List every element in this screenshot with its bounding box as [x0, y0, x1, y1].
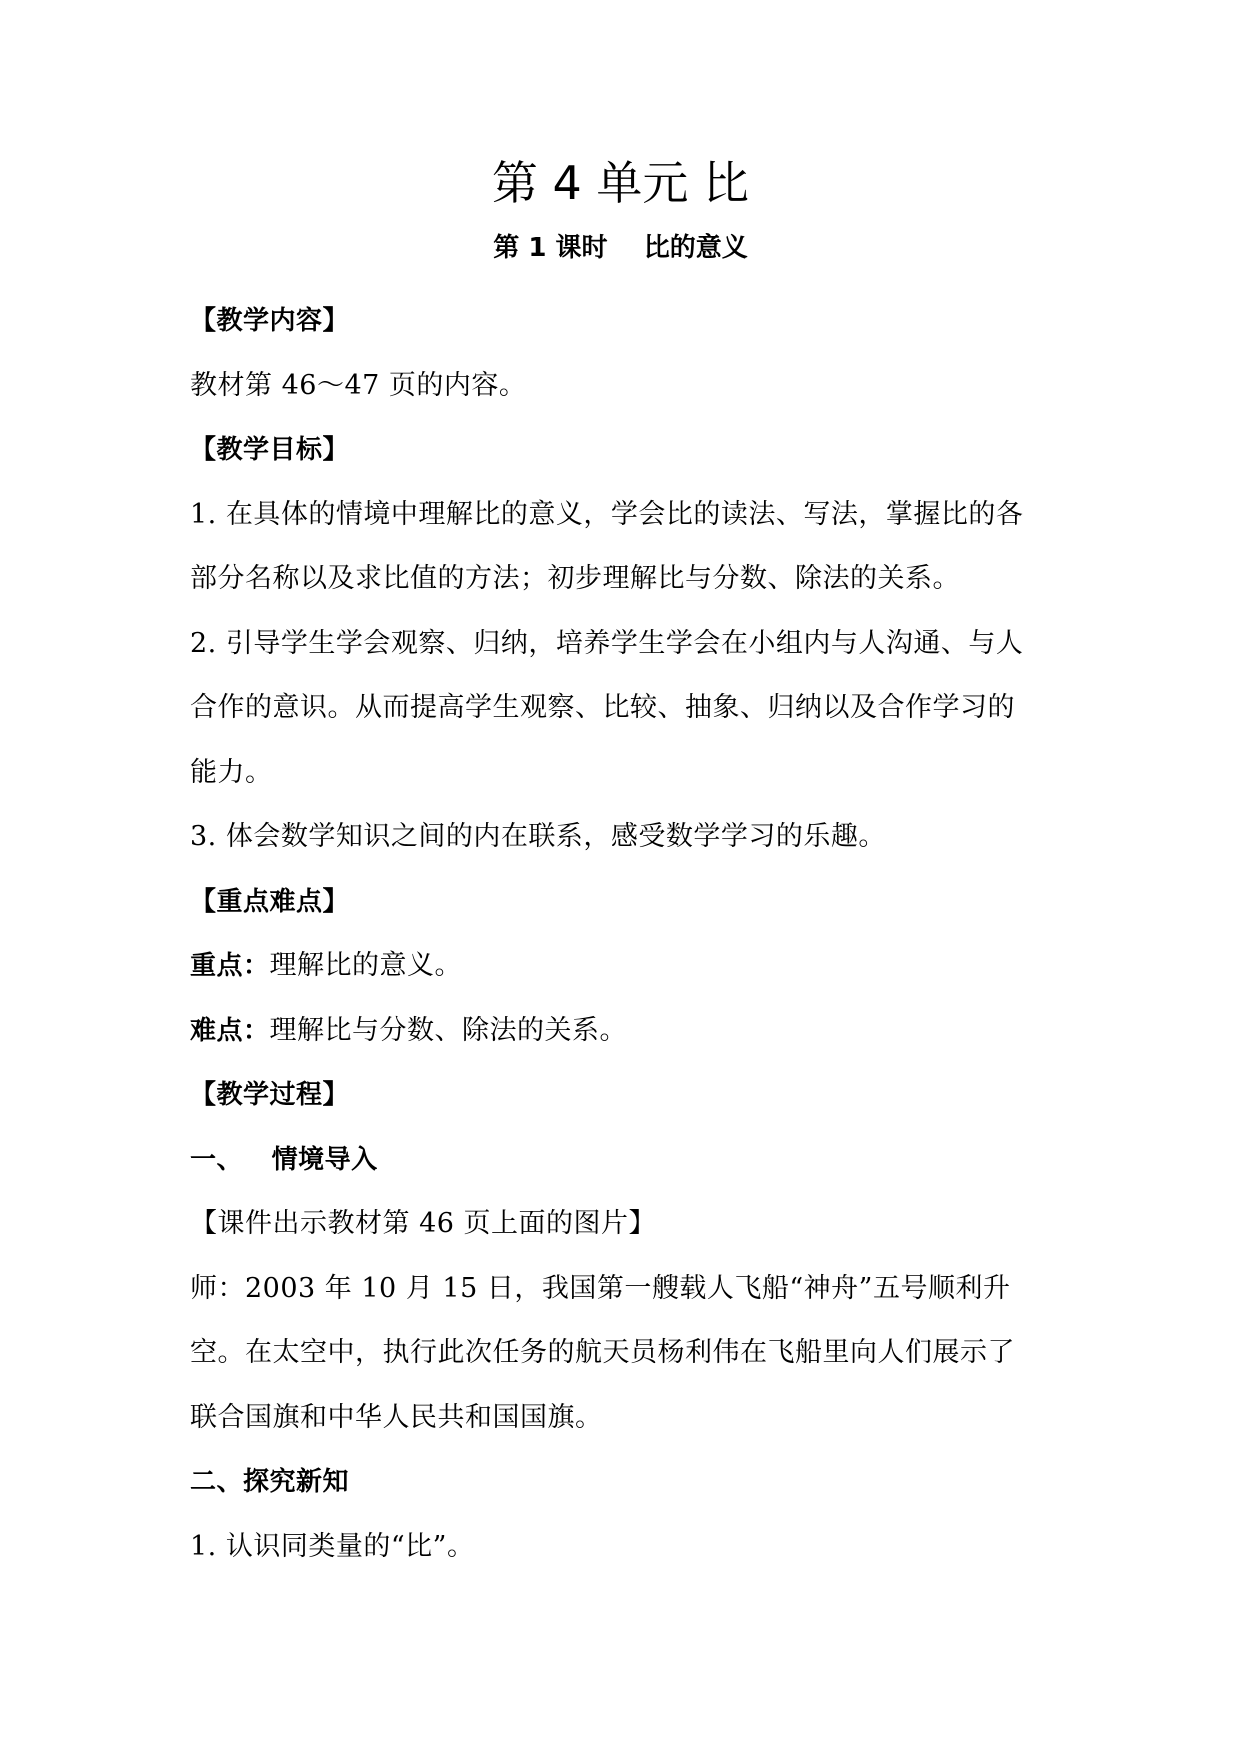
section-heading-teaching-process: 【教学过程】 — [190, 1080, 350, 1110]
difficulty-label: 难点： — [190, 1015, 270, 1046]
lesson-subtitle: 第 1 课时 比的意义 — [493, 233, 748, 263]
goal-line: 3. 体会数学知识之间的内在联系，感受数学学习的乐趣。 — [190, 821, 886, 852]
document-body — [190, 289, 1060, 1579]
courseware-note: 【课件出示教材第 46 页上面的图片】 — [190, 1208, 657, 1239]
difficulty-line — [190, 999, 1060, 1064]
part-heading-explore-new-knowledge: 二、探究新知 — [190, 1467, 350, 1497]
section-heading-key-points: 【重点难点】 — [190, 886, 350, 917]
focus-label: 重点： — [190, 951, 270, 981]
part-heading-scenario-intro: 一、 情境导入 — [190, 1144, 378, 1175]
teaching-content-text: 教材第 46～47 页的内容。 — [190, 369, 527, 401]
teacher-line: 联合国旗和中华人民共和国国旗。 — [190, 1401, 603, 1433]
difficulty-text: 理解比与分数、除法的关系。 — [269, 1014, 628, 1046]
section-heading-teaching-content: 【教学内容】 — [190, 306, 350, 336]
focus-text: 理解比的意义。 — [269, 950, 463, 981]
focus-line — [190, 934, 1060, 999]
teacher-line: 师：2003 年 10 月 15 日，我国第一艘载人飞船“神舟”五号顺利升 — [190, 1272, 1011, 1304]
goal-line: 合作的意识。从而提高学生观察、比较、抽象、归纳以及合作学习的 — [190, 692, 1015, 723]
goal-line: 1. 在具体的情境中理解比的意义，学会比的读法、写法，掌握比的各 — [190, 498, 1024, 530]
unit-title: 第 4 单元 比 — [491, 156, 750, 210]
step-line: 1. 认识同类量的“比”。 — [190, 1530, 475, 1562]
goal-line: 能力。 — [190, 756, 273, 788]
goal-line: 部分名称以及求比值的方法；初步理解比与分数、除法的关系。 — [190, 563, 960, 594]
teacher-line: 空。在太空中，执行此次任务的航天员杨利伟在飞船里向人们展示了 — [190, 1337, 1015, 1368]
goal-line: 2. 引导学生学会观察、归纳，培养学生学会在小组内与人沟通、与人 — [190, 627, 1024, 659]
section-heading-teaching-goals: 【教学目标】 — [190, 435, 350, 465]
